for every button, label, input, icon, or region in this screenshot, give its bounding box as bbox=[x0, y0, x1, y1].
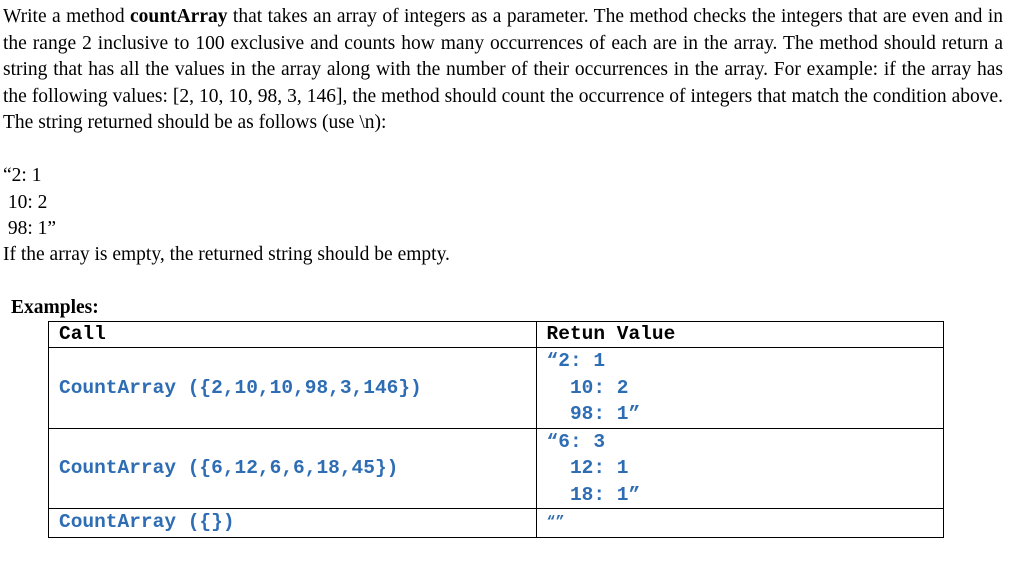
sample-output-line: “2: 1 bbox=[3, 165, 42, 186]
call-code: CountArray ({6,12,6,6,18,45}) bbox=[59, 457, 399, 480]
return-line: 10: 2 bbox=[546, 376, 629, 399]
return-line: 12: 1 bbox=[546, 457, 629, 479]
empty-array-note: If the array is empty, the returned string should be empty. bbox=[3, 244, 450, 265]
call-cell bbox=[49, 509, 537, 538]
sample-output bbox=[3, 163, 56, 243]
description-part-1: Write a method bbox=[3, 6, 131, 27]
column-header-return-value: Retun Value bbox=[536, 322, 943, 348]
return-line: “6: 3 bbox=[546, 430, 606, 453]
table-header-row bbox=[49, 322, 944, 348]
call-cell bbox=[49, 348, 537, 429]
return-line: 18: 1” bbox=[546, 483, 641, 506]
return-value-cell bbox=[536, 428, 943, 509]
examples-heading: Examples: bbox=[11, 297, 99, 318]
examples-table bbox=[48, 321, 944, 538]
sample-output-line: 98: 1” bbox=[3, 218, 57, 239]
sample-output-line: 10: 2 bbox=[3, 191, 48, 213]
problem-description bbox=[3, 4, 1003, 137]
return-line: 98: 1” bbox=[546, 403, 641, 425]
call-code: CountArray ({2,10,10,98,3,146}) bbox=[59, 376, 422, 399]
return-line: “2: 1 bbox=[546, 350, 606, 372]
description-part-2: that takes an array of integers as a parameter. The method checks the integers that are even and in the range 2 inclusive to 100 exclusive and counts how many occurrences of each are in the array. The method should return a string that has all the values in the array along with the number of their occurrences in the array. For example: if the array has the following values: [2, 10, 10, 98, 3, 146], the method should count the occurrence of integers that match the condition above. The string returned should be as follows (use \n): bbox=[3, 6, 1004, 133]
call-code: CountArray ({}) bbox=[59, 511, 235, 534]
table-row bbox=[49, 428, 944, 509]
return-value-cell bbox=[536, 509, 943, 538]
table-row bbox=[49, 348, 944, 429]
column-header-call: Call bbox=[49, 322, 537, 348]
return-line: “” bbox=[546, 514, 565, 531]
method-name: countArray bbox=[130, 6, 228, 27]
table-row bbox=[49, 509, 944, 538]
call-cell bbox=[49, 428, 537, 509]
return-value-cell bbox=[536, 348, 943, 429]
